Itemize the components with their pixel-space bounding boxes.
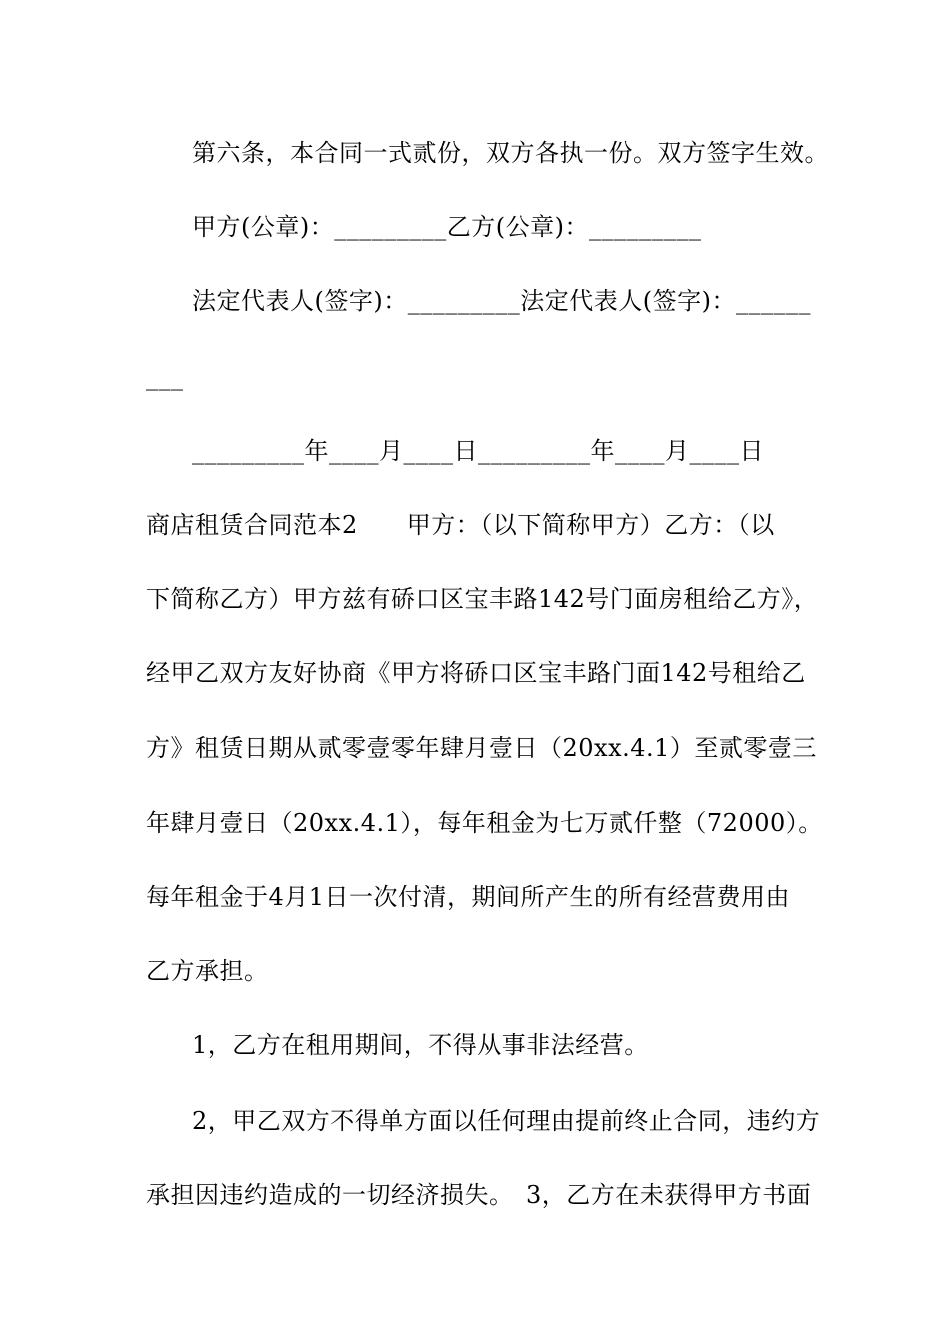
paragraph-article-six: 第六条，本合同一式贰份，双方各执一份。双方签字生效。 (192, 139, 829, 167)
paragraph-line: 每年租金于4月1日一次付清，期间所产生的所有经营费用由 (146, 883, 791, 911)
paragraph-line: 年肆月壹日（20xx.4.1），每年租金为七万贰仟整（72000）。 (146, 809, 823, 837)
clause-1: 1，乙方在租用期间，不得从事非法经营。 (192, 1031, 649, 1059)
paragraph-line: 商店租赁合同范本2 甲方：（以下简称甲方）乙方：（以 (146, 511, 775, 539)
clause-2-continuation: 承担因违约造成的一切经济损失。 3，乙方在未获得甲方书面 (146, 1181, 812, 1209)
signature-line-seals: 甲方(公章)：_________乙方(公章)：_________ (192, 213, 702, 241)
paragraph-line: 方》租赁日期从贰零壹零年肆月壹日（20xx.4.1）至贰零壹三 (146, 734, 817, 762)
signature-line-continuation: ___ (146, 363, 184, 391)
paragraph-line: 经甲乙双方友好协商《甲方将硚口区宝丰路门面142号租给乙 (146, 659, 806, 687)
signature-line-representatives: 法定代表人(签字)：_________法定代表人(签字)：______ (192, 287, 811, 315)
date-line: _________年____月____日_________年____月____日 (192, 437, 764, 465)
paragraph-line: 下简称乙方）甲方兹有硚口区宝丰路142号门面房租给乙方》， (146, 585, 819, 613)
clause-2: 2，甲乙双方不得单方面以任何理由提前终止合同，违约方 (192, 1107, 821, 1135)
paragraph-line: 乙方承担。 (146, 957, 269, 985)
